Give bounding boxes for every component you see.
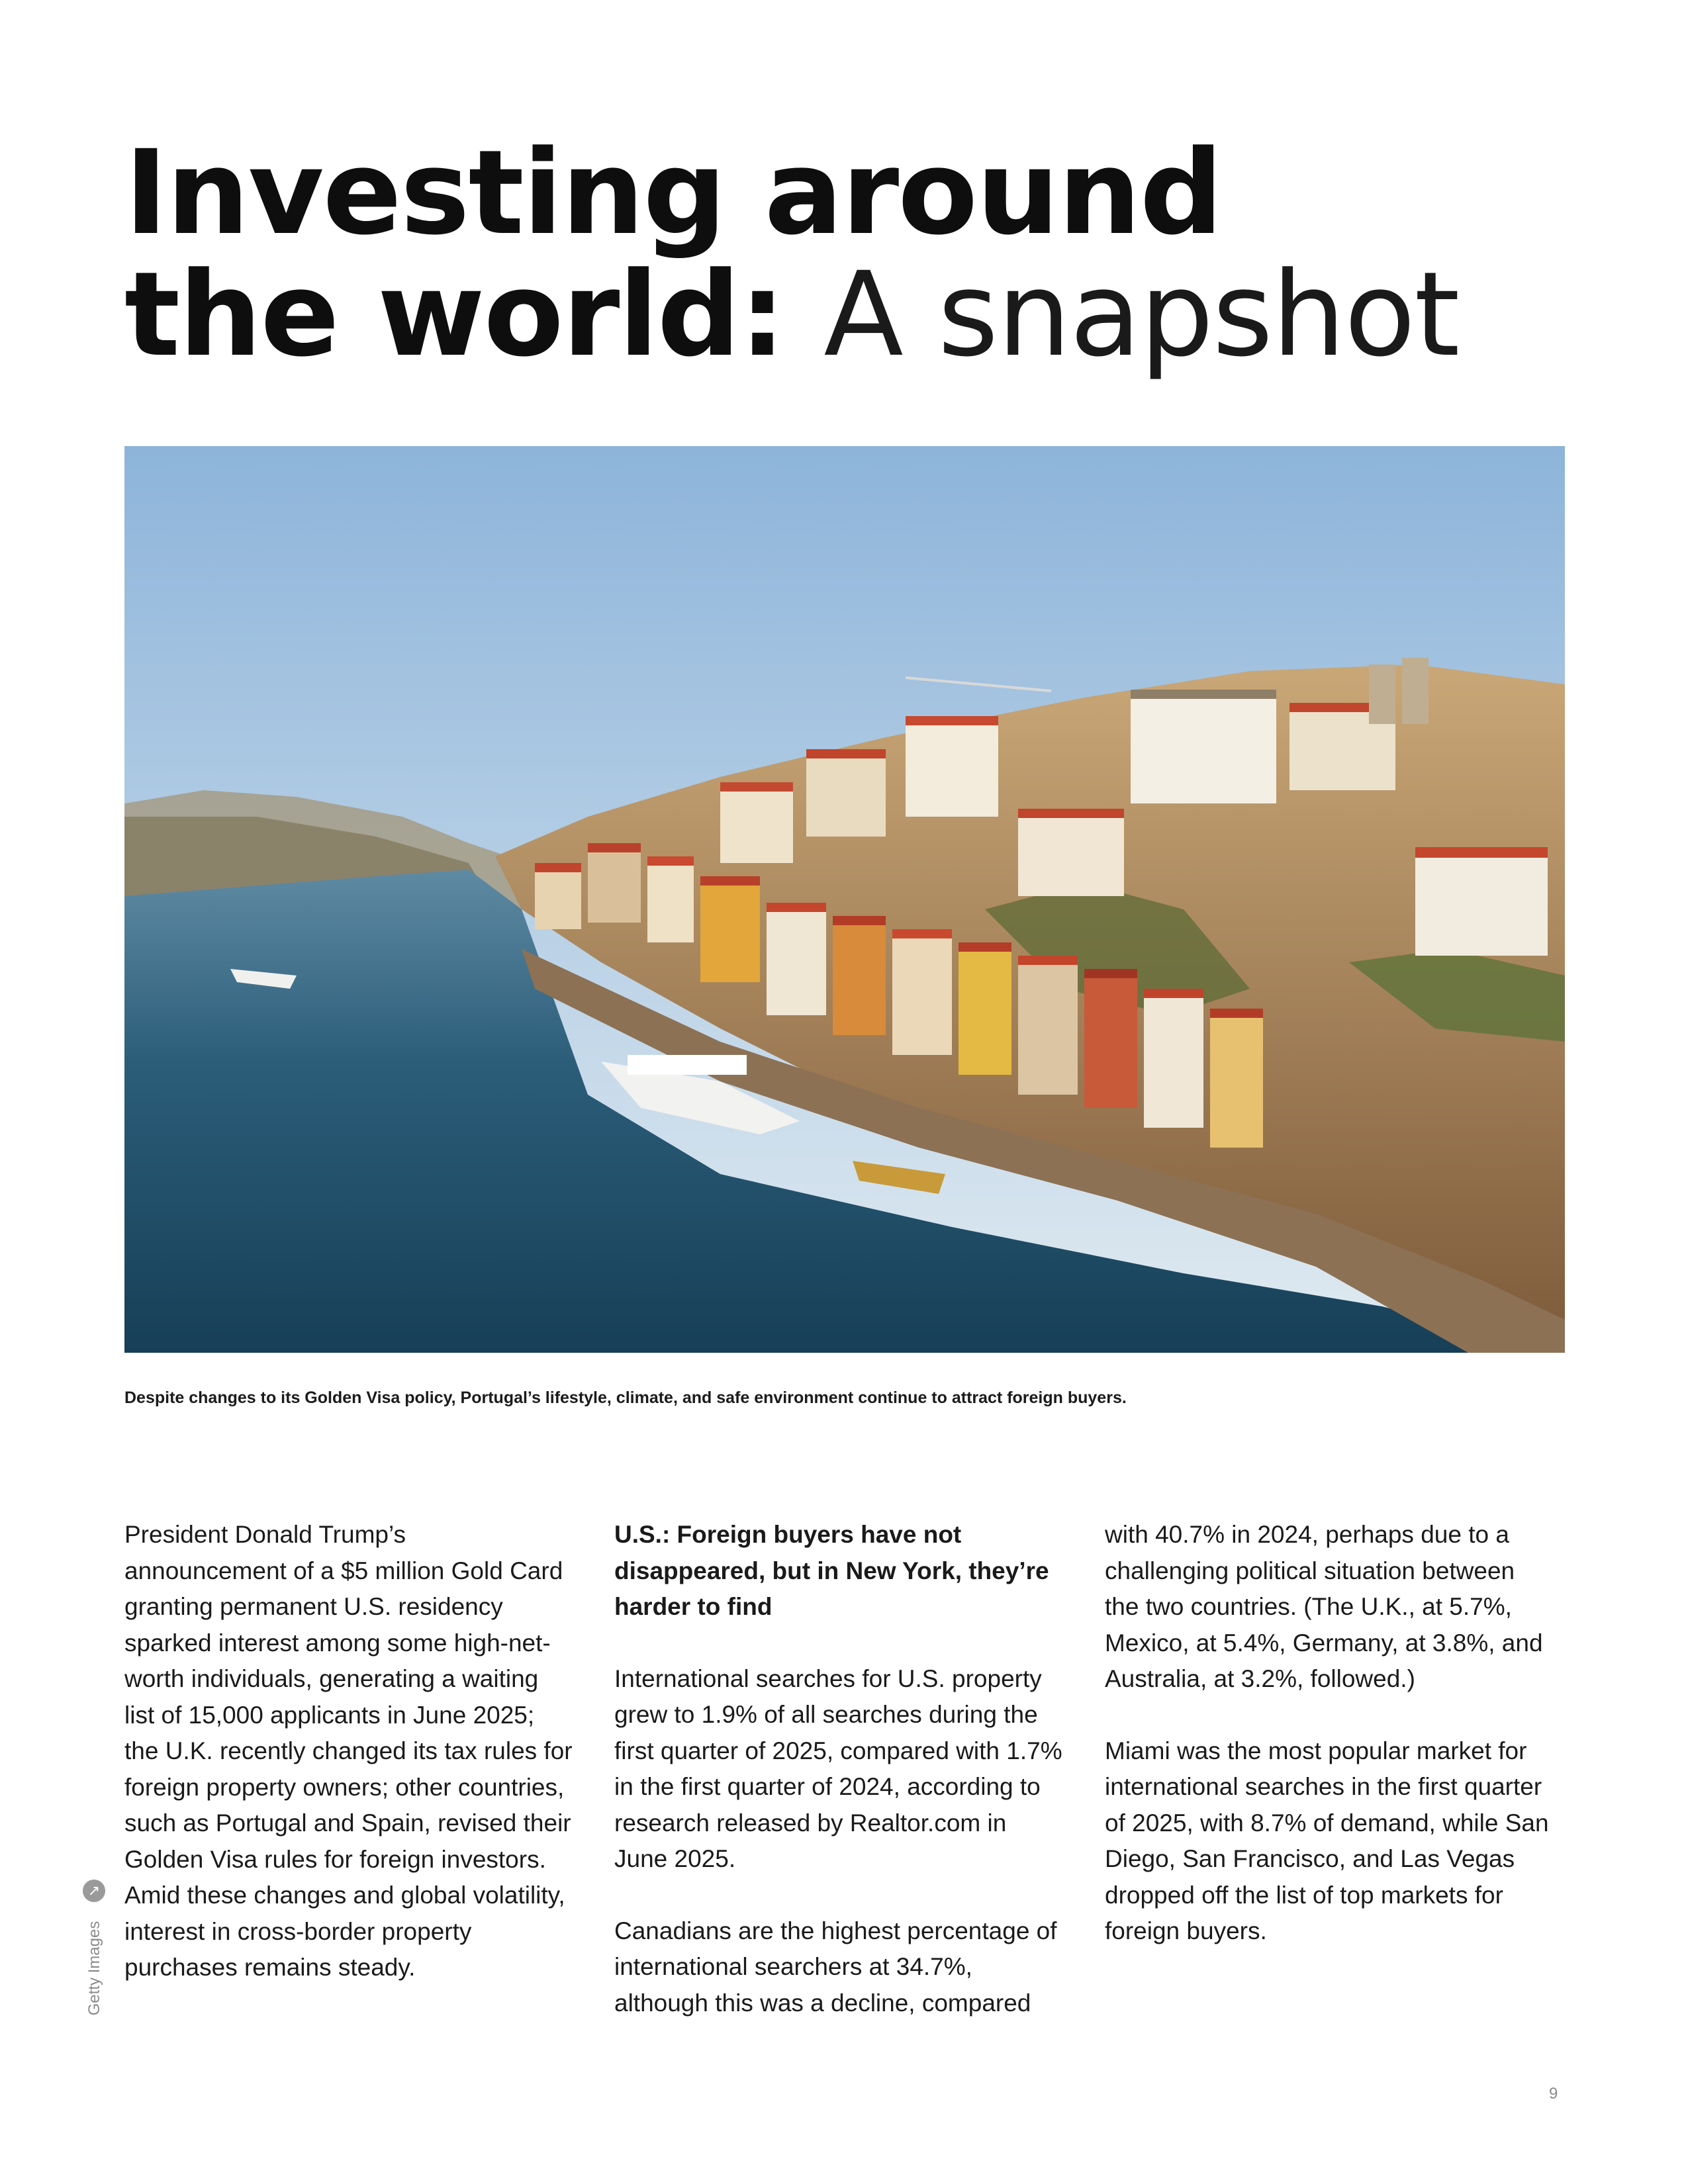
- title-line-1: Investing around: [124, 125, 1222, 261]
- photo-credit-text: Getty Images: [85, 1921, 103, 2016]
- page-number: 9: [1549, 2085, 1558, 2103]
- credit-arrow-icon: ↗: [83, 1880, 105, 1902]
- page-title: [124, 125, 1459, 383]
- col2-paragraph-2: Canadians are the highest percentage of international searchers at 34.7%, although this was a decline, compared: [614, 1917, 1057, 2017]
- col3-paragraph-2: Miami was the most popular market for international searches in the first quarter of 2025, with 8.7% of demand, while San Diego, San Francisco, and Las Vegas dropped off the list of top markets for foreign buyers.: [1105, 1737, 1549, 1944]
- title-line-2-bold: the world:: [124, 247, 785, 383]
- title-line-2-light: A snapshot: [823, 247, 1459, 383]
- hero-photo: [124, 446, 1565, 1353]
- article-column-2: [614, 1517, 1064, 2057]
- col2-paragraph-1: International searches for U.S. property grew to 1.9% of all searches during the first quarter of 2025, compared with 1.7% in the first quarter of 2024, according to research released by Realtor.com in June 2025.: [614, 1664, 1062, 1872]
- col1-paragraph-1: President Donald Trump’s announcement of a $5 million Gold Card granting permanent U.S. residency sparked interest among some high-net-worth individuals, generating a waiting list of 15,000 applicants in June 2025; the U.K. recently changed its tax rules for foreign property owners; other countries, such as Portugal and Spain, revised their Golden Visa rules for foreign investors. Amid these changes and global volatility, interest in cross-border property purchases remains steady.: [124, 1521, 573, 1981]
- article-column-3: [1105, 1517, 1555, 1985]
- photo-credit: [71, 1880, 118, 2016]
- col3-paragraph-1: with 40.7% in 2024, perhaps due to a challenging political situation between the two countries. (The U.K., at 5.7%, Mexico, at 5.4%, Germany, at 3.8%, and Australia, at 3.2%, followed.): [1105, 1521, 1543, 1692]
- article-column-1: [124, 1517, 575, 2022]
- city-photo-illustration: [124, 446, 1565, 1353]
- photo-caption: Despite changes to its Golden Visa policy, Portugal’s lifestyle, climate, and safe environment continue to attract foreign buyers.: [124, 1388, 1127, 1407]
- section-subheading: U.S.: Foreign buyers have not disappeared, but in New York, they’re harder to find: [614, 1521, 1049, 1620]
